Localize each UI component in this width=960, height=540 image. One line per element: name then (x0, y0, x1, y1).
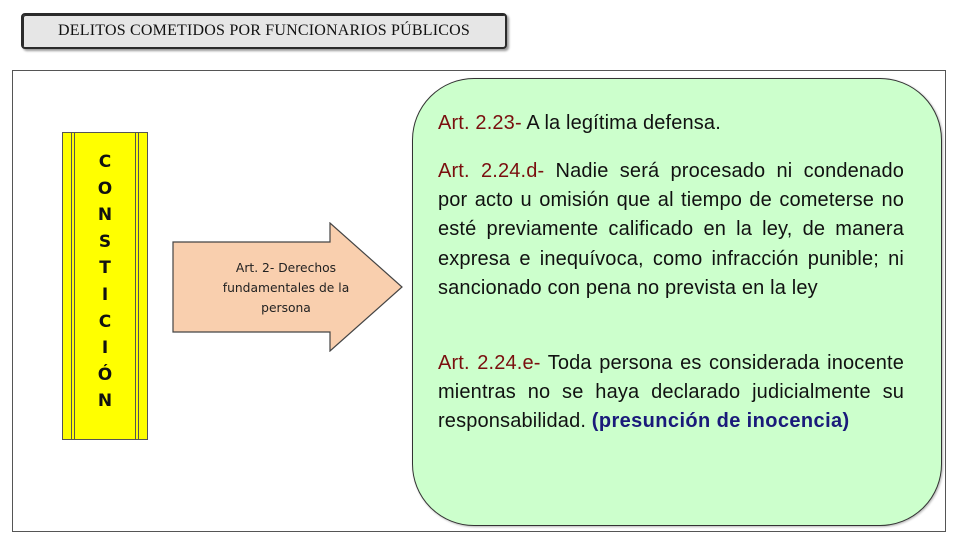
article-ref: Art. 2.24.e- (438, 352, 541, 374)
article-text: Nadie será procesado ni condenado por acto u omisión que al tiempo de cometerse no esté previamente calificado en la ley, de manera expresa e inequívoca, como infracción punible; ni sancionado con pena no prevista en la ley (438, 160, 904, 299)
presumption-note: (presunción de inocencia) (591, 410, 850, 433)
constitution-letter: I (101, 284, 109, 305)
article-2-24-d (438, 157, 904, 303)
slide-title (21, 13, 507, 49)
arrow-label: Art. 2- Derechos fundamentales de la persona (222, 261, 350, 315)
constitution-letter: T (99, 258, 111, 279)
article-2-23 (438, 109, 904, 138)
slide-title-text: DELITOS COMETIDOS POR FUNCIONARIOS PÚBLICOS (58, 22, 470, 39)
article-ref: Art. 2.23- (438, 112, 522, 134)
constitution-letter: I (101, 338, 109, 359)
constitution-letters (63, 149, 147, 415)
article-ref: Art. 2.24.d- (438, 160, 545, 182)
constitution-letter: C (98, 152, 112, 172)
article-2-24-e (438, 349, 904, 437)
constitution-column (62, 132, 148, 440)
article-text: Toda persona es considerada inocente mientras no se haya declarado judicialmente su responsabilidad. (438, 352, 904, 433)
article-text: A la legítima defensa. (521, 112, 721, 134)
constitution-letter: Ó (97, 364, 113, 385)
constitution-letter: O (97, 178, 113, 199)
constitution-letter: N (97, 391, 113, 412)
constitution-letter: N (97, 205, 113, 226)
constitution-letter: S (98, 231, 112, 252)
constitution-letter: C (98, 311, 112, 332)
